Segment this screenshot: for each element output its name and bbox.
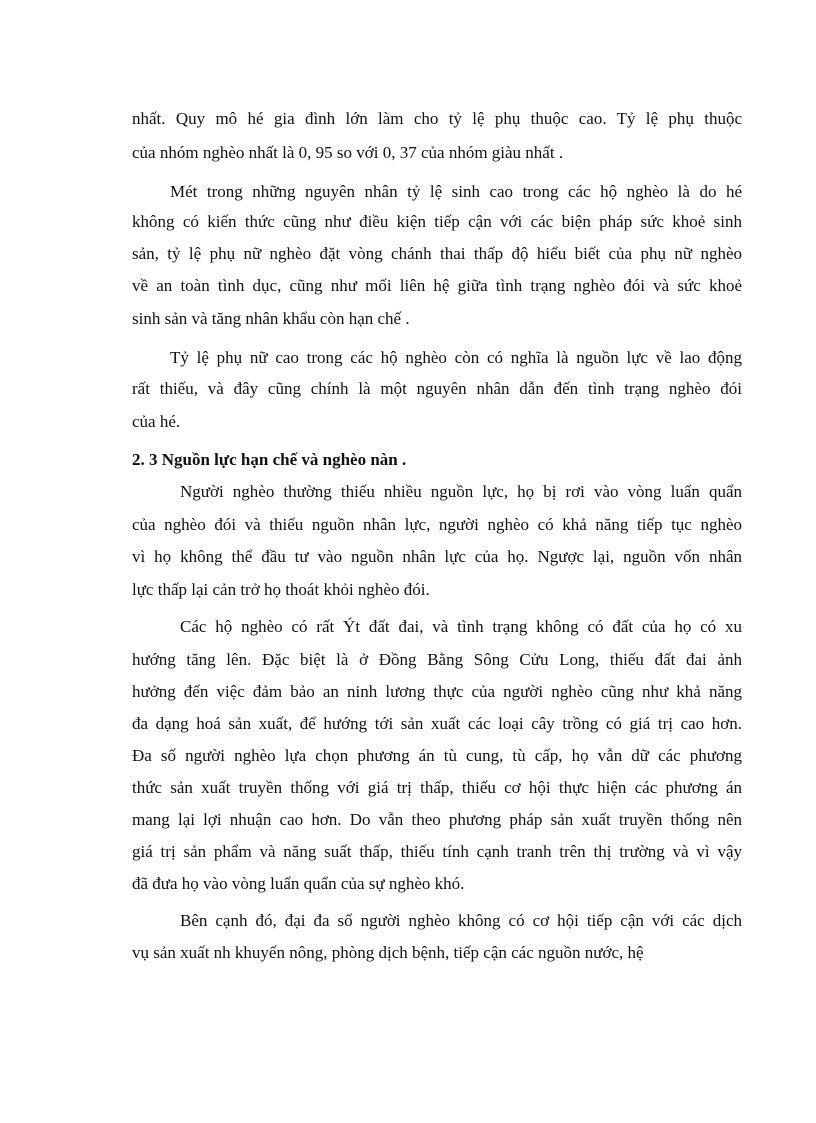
text-line: hưởng đến việc đảm bảo an ninh lương thực của người nghèo cũng như khả năng <box>132 682 742 701</box>
text-line: sinh sản và tăng nhân khẩu còn hạn chế . <box>132 309 410 328</box>
text-line: của hé. <box>132 412 181 431</box>
text-line: của nhóm nghèo nhất là 0, 95 so với 0, 37 của nhóm giàu nhất . <box>132 143 564 162</box>
text-line: Đa số người nghèo lựa chọn phương án tù cung, tù cấp, họ vẫn dữ các phương <box>132 746 742 765</box>
text-line: vì họ không thể đầu tư vào nguồn nhân lực của họ. Ngược lại, nguồn vốn nhân <box>132 547 742 566</box>
text-line: thức sản xuất truyền thống với giá trị thấp, thiếu cơ hội thực hiện các phương án <box>132 778 742 797</box>
text-line: đã đưa họ vào vòng luẩn quẩn của sự nghèo khó. <box>132 874 465 893</box>
section-heading: 2. 3 Nguồn lực hạn chế và nghèo nàn . <box>132 450 407 469</box>
text-line: hướng tăng lên. Đặc biệt là ở Đồng Bằng Sông Cửu Long, thiếu đất đai ảnh <box>132 650 742 669</box>
text-line: Mét trong những nguyên nhân tỷ lệ sinh cao trong các hộ nghèo là do hé <box>170 182 742 201</box>
text-line: Người nghèo thường thiếu nhiều nguồn lực, họ bị rơi vào vòng luẩn quẩn <box>180 482 742 501</box>
text-line: về an toàn tình dục, cũng như mối liên hệ giữa tình trạng nghèo đói và sức khoẻ <box>132 276 742 295</box>
text-line: nhất. Quy mô hé gia đình lớn làm cho tỷ lệ phụ thuộc cao. Tỷ lệ phụ thuộc <box>132 109 742 128</box>
text-line: rất thiếu, và đây cũng chính là một nguyên nhân dẫn đến tình trạng nghèo đói <box>132 379 742 398</box>
text-line: không có kiến thức cũng như điều kiện tiếp cận với các biện pháp sức khoẻ sinh <box>132 212 742 231</box>
text-line: đa dạng hoá sản xuất, để hướng tới sản xuất các loại cây trồng có giá trị cao hơn. <box>132 714 742 733</box>
text-line: sản, tỷ lệ phụ nữ nghèo đặt vòng chánh thai thấp độ hiểu biết của phụ nữ nghèo <box>132 244 742 263</box>
text-line: của nghèo đói và thiếu nguồn nhân lực, người nghèo có khả năng tiếp tục nghèo <box>132 515 742 534</box>
text-line: lực thấp lại cản trở họ thoát khỏi nghèo đói. <box>132 580 430 599</box>
text-line: Bên cạnh đó, đại đa số người nghèo không có cơ hội tiếp cận với các dịch <box>180 911 742 930</box>
text-line: mang lại lợi nhuận cao hơn. Do vẫn theo phương pháp sản xuất truyền thống nên <box>132 810 742 829</box>
text-line: vụ sản xuất nh khuyến nông, phòng dịch bệnh, tiếp cận các nguồn nước, hệ <box>132 943 644 962</box>
text-line: Tỷ lệ phụ nữ cao trong các hộ nghèo còn có nghĩa là nguồn lực về lao động <box>170 348 742 367</box>
text-line: Các hộ nghèo có rất Ýt đất đai, và tình trạng không có đất của họ có xu <box>180 617 742 636</box>
text-line: giá trị sản phẩm và năng suất thấp, thiếu tính cạnh tranh trên thị trường và vì vậy <box>132 842 742 861</box>
